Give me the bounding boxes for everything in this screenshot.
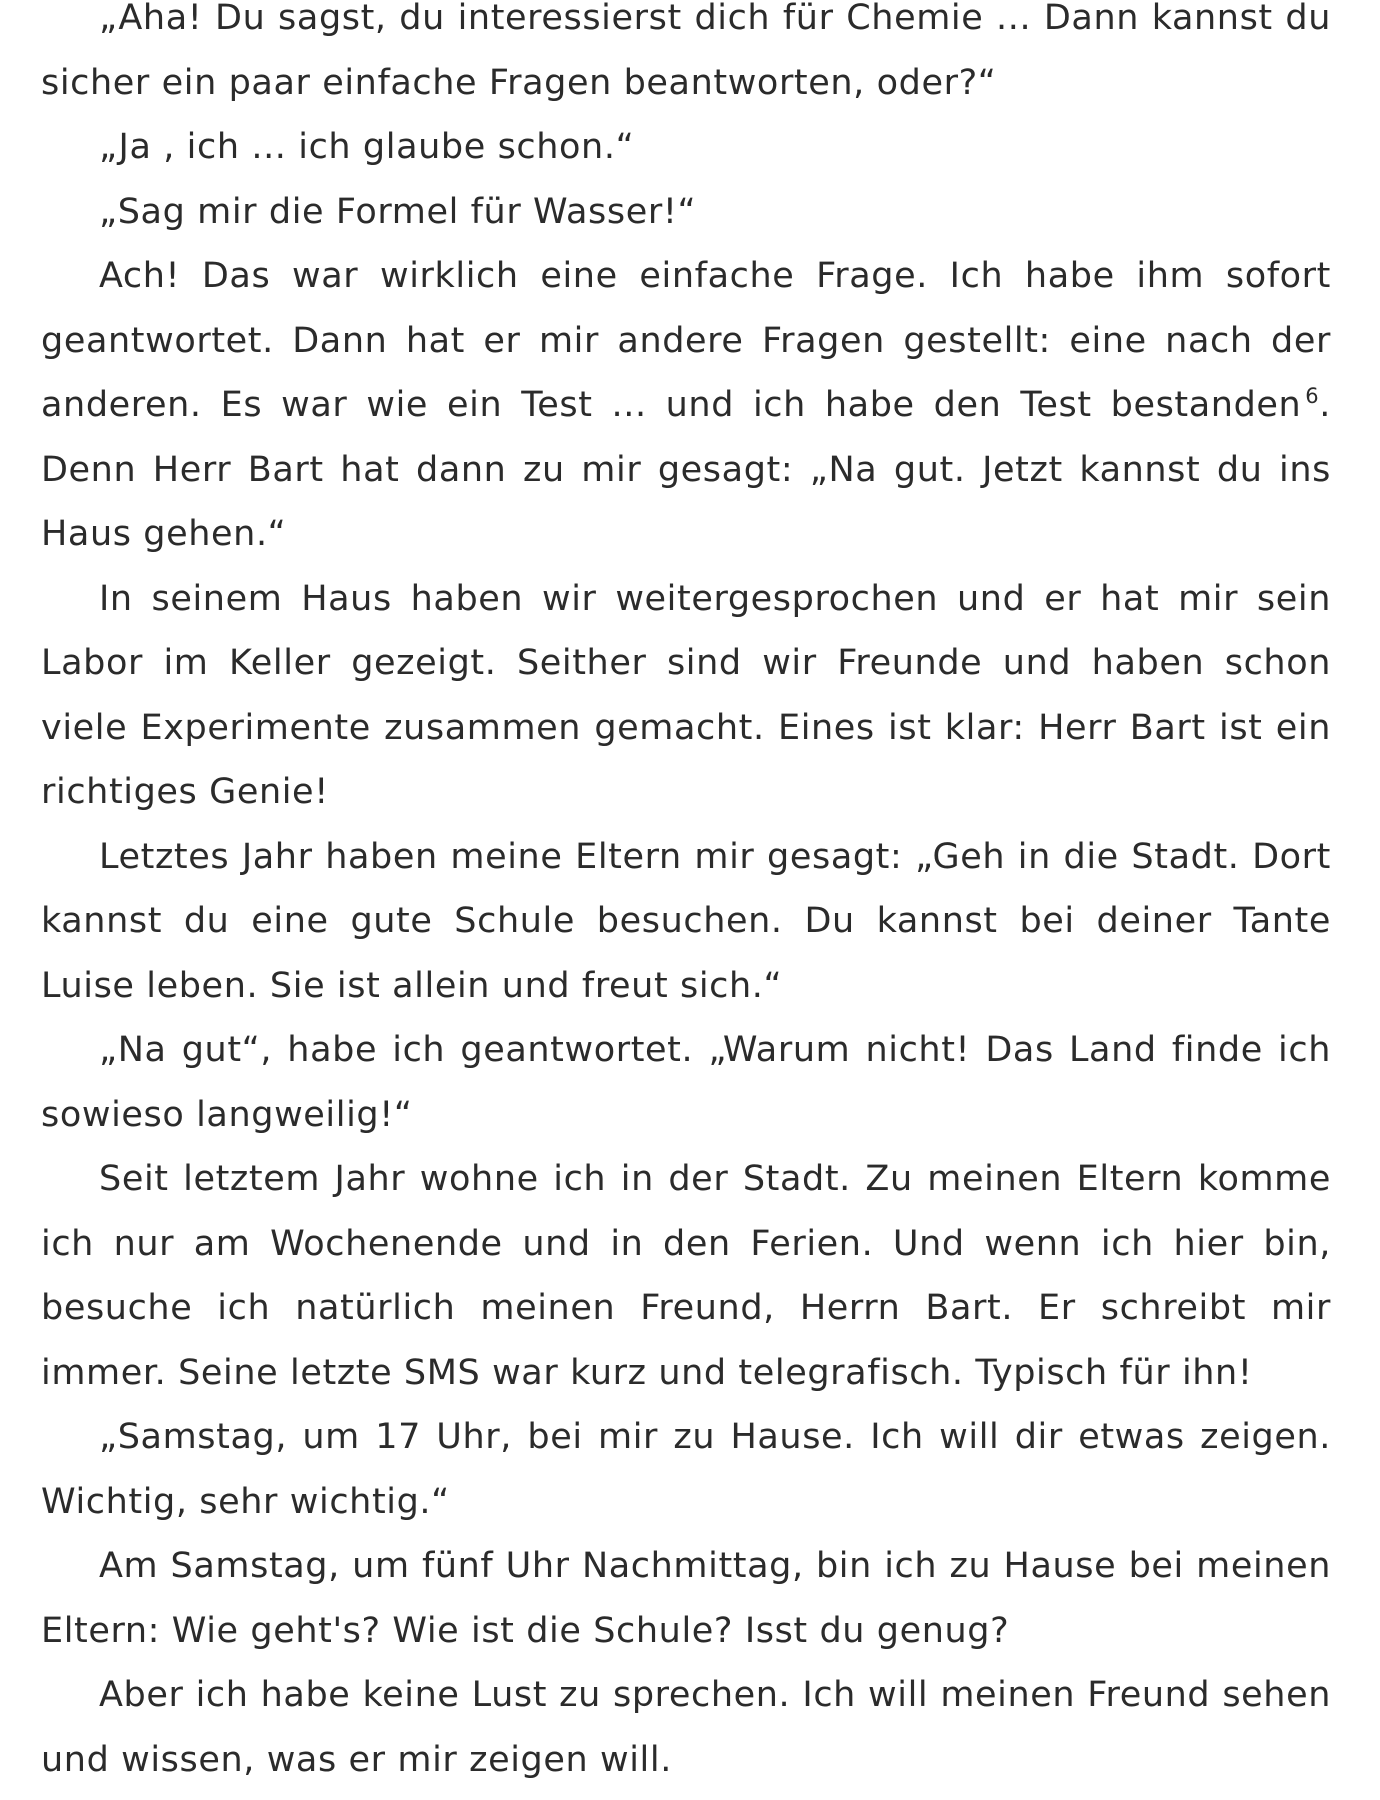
paragraph-11: Aber ich habe keine Lust zu sprechen. Ich will meinen Freund sehen und wissen, was er mir zeigen will. <box>41 1675 1331 1780</box>
paragraph-1: „Aha! Du sagst, du interessierst dich für Chemie ... Dann kannst du sicher ein paar einfache Fragen beantworten, oder?“ <box>41 0 1331 103</box>
paragraph-8: Seit letztem Jahr wohne ich in der Stadt. Zu meinen Eltern komme ich nur am Wochenende und in den Ferien. Und wenn ich hier bin, besuche ich natürlich meinen Freund, Herrn Bart. Er schreibt mir immer. Seine letzte SMS war kurz und telegrafisch. Typisch für ihn! <box>41 1159 1331 1393</box>
paragraph-10: Am Samstag, um fünf Uhr Nachmittag, bin ich zu Hause bei meinen Eltern: Wie geht's? Wie ist die Schule? Isst du genug? <box>41 1546 1331 1651</box>
paragraph-4 <box>41 244 1331 567</box>
paragraph-7: „Na gut“, habe ich geantwortet. „Warum nicht! Das Land finde ich sowieso langweilig!“ <box>41 1030 1331 1135</box>
paragraph-3: „Sag mir die Formel für Wasser!“ <box>99 191 697 232</box>
paragraph-4-start: Ach! Das war wirklich eine einfache Frage. Ich habe ihm sofort geantwortet. Dann hat er mir andere Fragen gestellt: eine nach der anderen. Es war wie ein Test ... und ich habe den Test bestanden <box>41 256 1331 425</box>
paragraph-6: Letztes Jahr haben meine Eltern mir gesagt: „Geh in die Stadt. Dort kannst du eine gute Schule besuchen. Du kannst bei deiner Tante Luise leben. Sie ist allein und freut sich.“ <box>41 836 1331 1006</box>
story-text <box>41 0 1331 1792</box>
paragraph-9: „Samstag, um 17 Uhr, bei mir zu Hause. Ich will dir etwas zeigen. Wichtig, sehr wichtig.“ <box>41 1417 1331 1522</box>
paragraph-5: In seinem Haus haben wir weitergesprochen und er hat mir sein Labor im Keller gezeigt. Seither sind wir Freunde und haben schon viele Experimente zusammen gemacht. Eines ist klar: Herr Bart ist ein richtiges Genie! <box>41 578 1331 812</box>
paragraph-4-end: . Denn Herr Bart hat dann zu mir gesagt: „Na gut. Jetzt kannst du ins Haus gehen.“ <box>41 385 1331 554</box>
footnote-reference: 6 <box>1305 384 1320 409</box>
paragraph-2: „Ja , ich ... ich glaube schon.“ <box>99 127 635 167</box>
